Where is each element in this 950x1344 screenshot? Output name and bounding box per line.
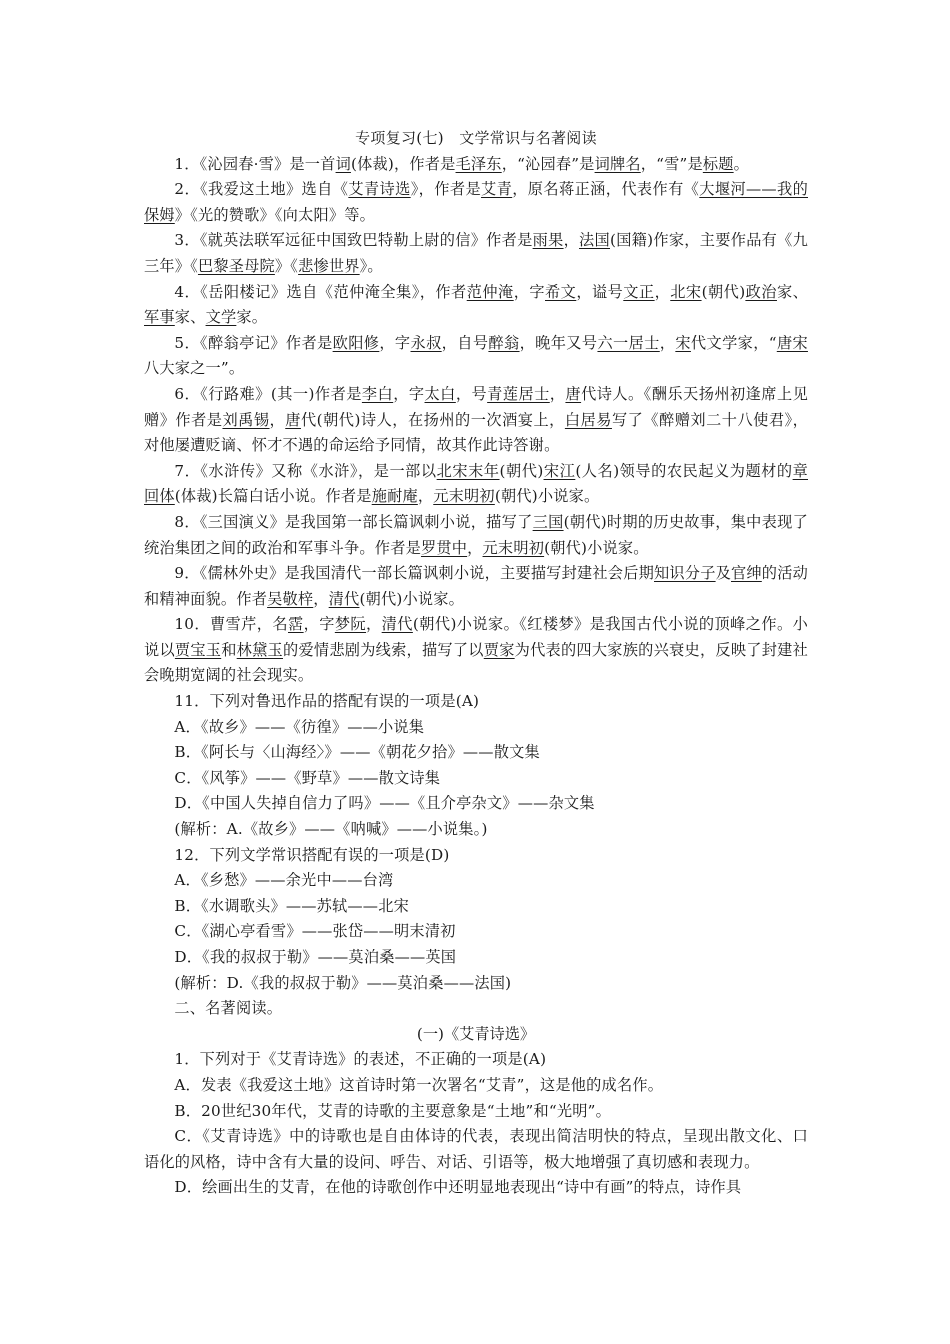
q12-analysis: (解析：D.《我的叔叔于勒》——莫泊桑——法国) <box>174 973 512 992</box>
item-text: (朝代)小说家。 <box>494 487 600 506</box>
answer-blank: 六一居士 <box>597 333 660 352</box>
answer-blank: 唐 <box>565 384 582 403</box>
answer-blank: 北宋末年 <box>436 461 500 480</box>
item-text: 代文学家，“ <box>690 333 777 352</box>
item-text: ，晚年又号 <box>519 333 598 352</box>
item-text: 9．《儒林外史》是我国清代一部长篇讽刺小说，主要描写封建社会后期 <box>174 564 654 583</box>
item-text: 家、 <box>174 308 206 327</box>
item-text: (朝代)小说家。 <box>544 538 649 557</box>
item-text: ， <box>366 615 382 634</box>
answer-blank: 雨果 <box>532 231 564 250</box>
answer-blank: 吴敬梓 <box>267 589 314 608</box>
literature-item <box>144 510 808 561</box>
reading-q1-option-c: C．《艾青诗选》中的诗歌也是自由体诗的代表，表现出简洁明快的特点，呈现出散文化、口语化的风格，诗中含有大量的设问、呼告、对话、引语等，极大地增强了真切感和表现力。 <box>144 1127 808 1171</box>
item-text: (人名)领导的农民起义为题材的 <box>575 461 793 480</box>
item-text: 代(朝代)诗人，在扬州的一次酒宴上， <box>300 410 565 429</box>
item-text: ，自号 <box>441 333 489 352</box>
item-text: 家、 <box>776 282 809 301</box>
answer-blank: 罗贯中 <box>420 538 468 557</box>
answer-blank: 欧阳修 <box>332 333 380 352</box>
item-text: 5．《醉翁亭记》作者是 <box>174 333 333 352</box>
answer-blank: 清代 <box>381 615 413 634</box>
q11-option-c: C．《风筝》——《野草》——散文诗集 <box>174 768 441 787</box>
item-text: 4．《岳阳楼记》选自《范仲淹全集》，作者 <box>174 282 467 301</box>
literature-item <box>144 280 808 331</box>
q12-option-b: B．《水调歌头》——苏轼——北宋 <box>174 896 409 915</box>
item-text: ， <box>654 282 671 301</box>
item-text: 。 <box>733 154 750 173</box>
literature-item <box>144 177 808 228</box>
answer-blank: 文学 <box>205 308 237 327</box>
answer-blank: 三国 <box>532 512 564 531</box>
item-text: 为代表的四大家族的兴衰史，反映了封建社会晚期宽阔的社会现实。 <box>144 640 808 685</box>
answer-blank: 章回体 <box>144 461 808 506</box>
item-text: ， <box>549 384 566 403</box>
item-text: (国籍)作家，主要作品有《九三年》《 <box>144 231 809 275</box>
answer-blank: 悲惨世界 <box>298 256 360 275</box>
answer-blank: 标题 <box>702 154 734 173</box>
item-text: ，字 <box>393 384 425 403</box>
answer-blank: 贾家 <box>483 640 515 659</box>
subsection-title: (一)《艾青诗选》 <box>416 1024 536 1043</box>
literature-item <box>144 331 808 382</box>
answer-blank: 贾宝玉 <box>174 640 222 659</box>
literature-item <box>144 459 808 510</box>
answer-blank: 文正 <box>623 282 655 301</box>
answer-blank: 宋江 <box>543 461 576 480</box>
answer-blank: 霑 <box>288 615 304 634</box>
item-text: ，号 <box>455 384 488 403</box>
item-text: 8．《三国演义》是我国第一部长篇讽刺小说，描写了 <box>174 512 533 531</box>
item-text: ， <box>467 538 483 557</box>
item-text: 家。 <box>236 308 268 327</box>
page-title: 专项复习(七) 文学常识与名著阅读 <box>355 129 597 147</box>
item-text: ，“沁园春”是 <box>501 154 595 173</box>
answer-blank: 林黛玉 <box>236 640 283 659</box>
answer-blank: 军事 <box>144 308 175 327</box>
reading-q1-option-b: B．20世纪30年代，艾青的诗歌的主要意象是“土地”和“光明”。 <box>174 1101 611 1120</box>
literature-item <box>144 152 808 178</box>
item-text: ， <box>417 487 434 506</box>
item-text: 的爱情悲剧为线索，描写了以 <box>283 640 484 659</box>
reading-q1-stem: 1．下列对于《艾青诗选》的表述，不正确的一项是(A) <box>174 1050 547 1069</box>
item-text: 》《光的赞歌》《向太阳》等。 <box>174 205 376 224</box>
item-text: 》。 <box>359 256 383 275</box>
item-text: 写了《醉赠刘二十八使君》，对他屡遭贬谪、怀才不遇的命运给予同情，故其作此诗答谢。 <box>144 410 809 455</box>
literature-item <box>144 382 808 459</box>
answer-blank: 李白 <box>361 384 394 403</box>
document-page <box>144 126 808 1201</box>
item-text: 10．曹雪芹，名 <box>174 615 288 634</box>
answer-blank: 元末明初 <box>433 487 495 506</box>
item-text: 代诗人。《酬乐天扬州初逢席上见赠》作者是 <box>144 384 809 429</box>
item-text: ， <box>659 333 676 352</box>
section-heading: 二、名著阅读。 <box>174 999 283 1018</box>
answer-blank: 知识分子 <box>654 564 716 583</box>
item-text: ， <box>313 589 329 608</box>
item-text: ， <box>563 231 580 250</box>
answer-blank: 艾青诗选 <box>348 180 411 199</box>
answer-blank: 清代 <box>328 589 360 608</box>
item-text: (体裁)长篇白话小说。作者是 <box>174 487 372 506</box>
item-text: 》，作者是 <box>410 180 482 199</box>
answer-blank: 艾青 <box>481 180 513 199</box>
q11-stem: 11．下列对鲁迅作品的搭配有误的一项是(A) <box>174 692 480 711</box>
item-text: (朝代)小说家。《红楼梦》是我国古代小说的顶峰之作。小说以 <box>144 615 808 659</box>
item-text: ，原名蒋正涵，代表作有《 <box>512 180 700 199</box>
q11-option-d: D．《中国人失掉自信力了吗》——《且介亭杂文》——杂文集 <box>174 794 595 813</box>
reading-q1-option-a: A．发表《我爱这土地》这首诗时第一次署名“艾青”，这是他的成名作。 <box>174 1075 664 1094</box>
answer-blank: 大堰河——我的保姆 <box>144 180 808 224</box>
item-text: ， <box>269 410 286 429</box>
item-text: ，字 <box>379 333 411 352</box>
item-text: 1．《沁园春·雪》是一首 <box>174 154 336 173</box>
q12-option-c: C．《湖心亭看雪》——张岱——明末清初 <box>174 922 456 941</box>
answer-blank: 词 <box>335 154 351 173</box>
answer-blank: 醉翁 <box>488 333 520 352</box>
answer-blank: 唐 <box>285 410 301 429</box>
item-text: (朝代) <box>499 461 544 480</box>
answer-blank: 唐宋 <box>776 333 808 352</box>
item-text: ，字 <box>303 615 335 634</box>
answer-blank: 北宋 <box>670 282 702 301</box>
answer-blank: 法国 <box>579 231 610 250</box>
q11-analysis: (解析：A.《故乡》——《呐喊》——小说集。) <box>174 820 488 839</box>
answer-blank: 宋 <box>675 333 691 352</box>
item-text: 2．《我爱这土地》选自《 <box>174 180 349 199</box>
answer-blank: 青莲居士 <box>487 384 550 403</box>
item-text: 和 <box>221 640 237 659</box>
item-text: (朝代)时期的历史故事，集中表现了统治集团之间的政治和军事斗争。作者是 <box>144 512 808 557</box>
item-text: ，谥号 <box>576 282 624 301</box>
answer-blank: 刘禹锡 <box>222 410 270 429</box>
answer-blank: 梦阮 <box>334 615 367 634</box>
literature-item <box>144 561 808 612</box>
item-text: (朝代)小说家。 <box>359 589 465 608</box>
item-text: (体裁)，作者是 <box>350 154 456 173</box>
answer-blank: 毛泽东 <box>455 154 502 173</box>
item-text: 3．《就英法联军远征中国致巴特勒上尉的信》作者是 <box>174 231 533 250</box>
answer-blank: 巴黎圣母院 <box>197 256 275 275</box>
answer-blank: 政治 <box>745 282 777 301</box>
q11-option-a: A．《故乡》——《彷徨》——小说集 <box>174 717 425 736</box>
answer-blank: 永叔 <box>410 333 442 352</box>
answer-blank: 太白 <box>424 384 456 403</box>
reading-q1-option-d: D．绘画出生的艾青，在他的诗歌创作中还明显地表现出“诗中有画”的特点，诗作具 <box>174 1178 742 1197</box>
item-text: 及 <box>715 564 731 583</box>
literature-items <box>144 152 808 689</box>
item-text: 的活动和精神面貌。作者 <box>144 564 808 608</box>
literature-item <box>144 228 808 279</box>
literature-item <box>144 612 808 689</box>
answer-blank: 元末明初 <box>482 538 545 557</box>
q12-stem: 12．下列文学常识搭配有误的一项是(D) <box>174 845 450 864</box>
answer-blank: 希文 <box>545 282 577 301</box>
answer-blank: 白居易 <box>564 410 612 429</box>
item-text: 》《 <box>274 256 299 275</box>
q12-option-a: A．《乡愁》——余光中——台湾 <box>174 871 394 890</box>
answer-blank: 施耐庵 <box>371 487 418 506</box>
item-text: ，字 <box>513 282 545 301</box>
item-text: 八大家之一”。 <box>144 359 245 378</box>
answer-blank: 官绅 <box>731 564 762 583</box>
answer-blank: 范仲淹 <box>466 282 514 301</box>
item-text: ，“雪”是 <box>640 154 703 173</box>
item-text: 7．《水浒传》又称《水浒》，是一部以 <box>174 461 437 480</box>
item-text: 6．《行路难》(其一)作者是 <box>174 384 362 403</box>
item-text: (朝代) <box>701 282 746 301</box>
answer-blank: 词牌名 <box>594 154 641 173</box>
q11-option-b: B．《阿长与〈山海经〉》——《朝花夕拾》——散文集 <box>174 743 540 762</box>
q12-option-d: D．《我的叔叔于勒》——莫泊桑——英国 <box>174 948 457 966</box>
